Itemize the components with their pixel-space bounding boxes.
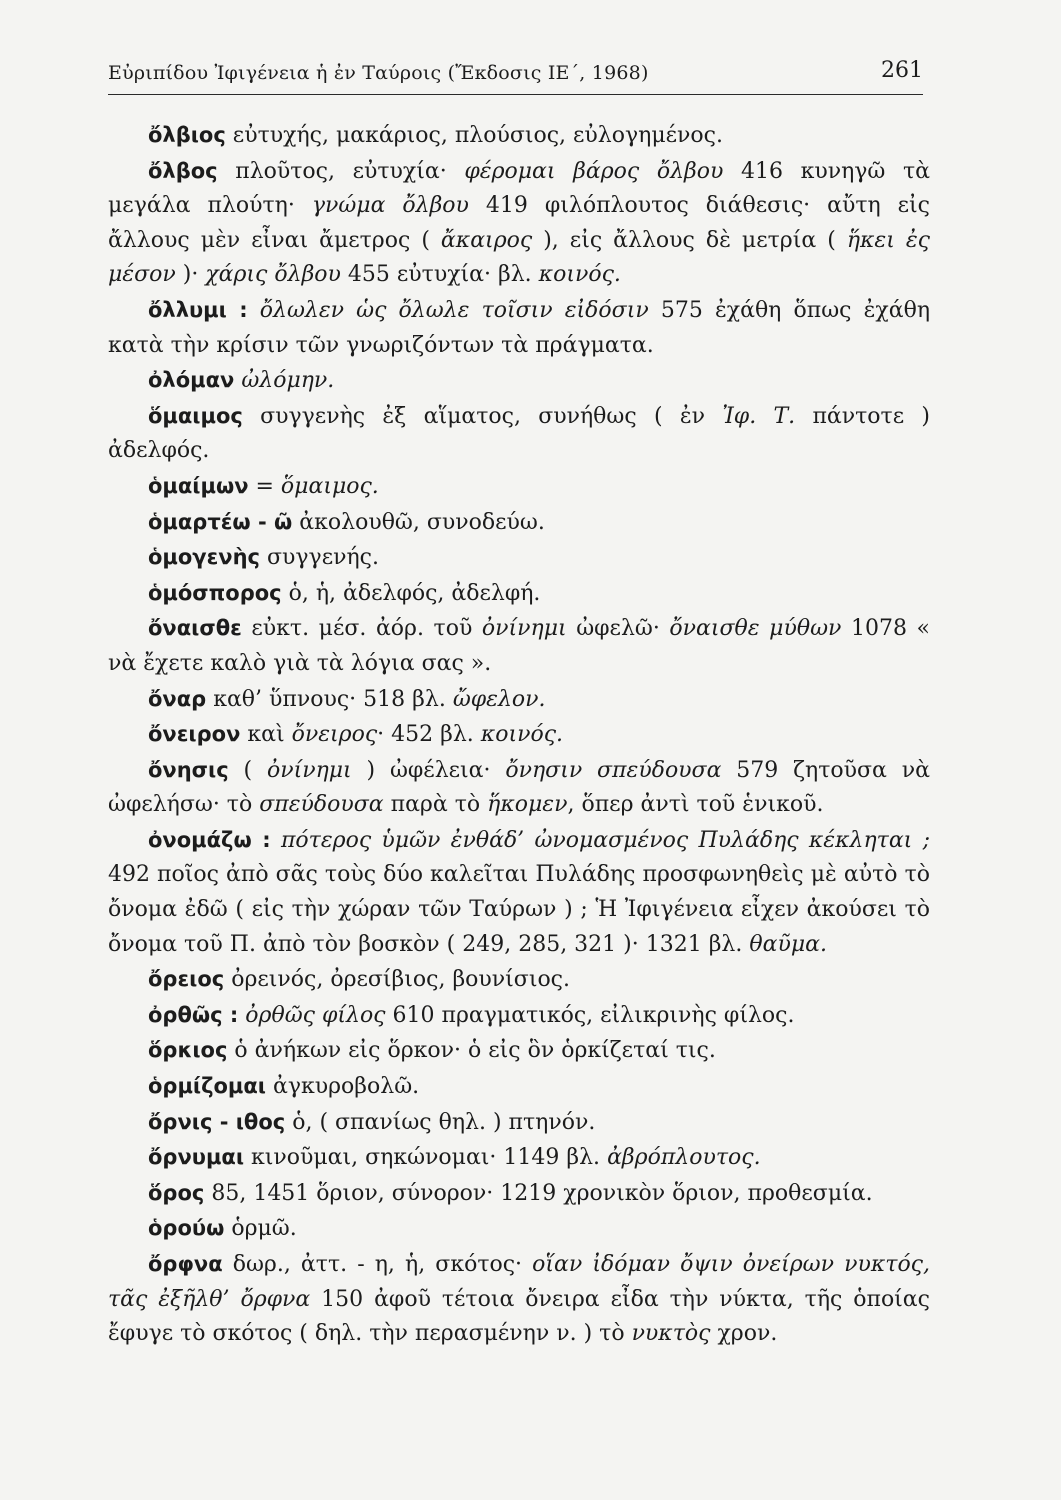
entry-headword: ὄλβιος	[148, 123, 226, 147]
entry-quotation: κοινός.	[538, 262, 621, 288]
entry-headword: ὁρούω	[148, 1216, 225, 1241]
entry-definition: 455 εὐτυχία· βλ.	[340, 262, 539, 288]
entry-definition: 85, 1451 ὅριον, σύνορον· 1219 χρονικὸν ὅριον, προθεσμία.	[204, 1180, 873, 1206]
running-header	[108, 58, 923, 95]
entry-headword: ὄνησις	[148, 757, 229, 782]
dictionary-entry	[108, 505, 930, 541]
dictionary-entry	[108, 576, 930, 612]
entry-quotation: πότερος ὑμῶν ἐνθάδ’ ὠνομασμένος Πυλάδης κέκληται ;	[270, 827, 930, 853]
entry-quotation: φέρομαι βάρος ὄλβου	[464, 158, 724, 184]
dictionary-entry	[108, 293, 930, 363]
entry-headword: ὄρνυμαι	[148, 1145, 245, 1170]
dictionary-entry	[108, 154, 930, 293]
entry-quotation: ὅμαιμος.	[280, 473, 379, 499]
entry-definition: ) ὠφέλεια·	[351, 757, 506, 783]
dictionary-entry	[108, 1140, 930, 1176]
running-title: Εὐριπίδου Ἰφιγένεια ἡ ἐν Ταύροις (Ἔκδοσις ΙΕ΄, 1968)	[108, 62, 649, 84]
entry-quotation: γνώμα ὄλβου	[311, 193, 469, 219]
dictionary-entry	[108, 962, 930, 998]
entry-headword: ὀνομάζω :	[148, 827, 271, 852]
entry-definition: ἀκολουθῶ, συνοδεύω.	[292, 509, 545, 535]
entry-quotation: ὀρθῶς φίλος	[238, 1002, 386, 1028]
entry-headword: ὁμογενὴς	[148, 545, 261, 570]
dictionary-entry	[108, 1176, 930, 1212]
dictionary-entry	[108, 753, 930, 823]
entry-definition: χρον.	[710, 1321, 778, 1347]
entry-definition: ὁ, ἡ, ἀδελφός, ἀδελφή.	[281, 580, 541, 606]
entry-headword: ὀλόμαν	[148, 368, 235, 393]
entry-headword: ὄλβος	[148, 158, 218, 183]
entry-definition: ὀρεινός, ὀρεσίβιος, βουνίσιος.	[224, 967, 570, 993]
entry-definition: 416 κυνηγῶ τὰ μεγάλα πλούτη·	[108, 158, 931, 219]
entry-headword: ὄρνις - ιθος	[148, 1109, 286, 1134]
entry-quotation: ὄναισθε μύθων	[669, 616, 842, 642]
entry-definition: πλοῦτος, εὐτυχία·	[217, 158, 465, 184]
entry-definition: δωρ., ἀττ. - η, ἡ, σκότος·	[222, 1252, 533, 1277]
entry-quotation: ἥκομεν	[487, 792, 568, 818]
entry-definition: ), εἰς ἄλλους δὲ μετρία (	[532, 227, 847, 253]
entry-definition: 150 ἀφοῦ τέτοια ὄνειρα εἶδα τὴν νύκτα, τῆς ὁποίας ἔφυγε τὸ σκότος ( δηλ. τὴν περασμένην ν. ) τὸ	[108, 1286, 930, 1347]
entry-definition: συγγενής.	[260, 545, 379, 571]
entry-quotation: ὀνίνημι	[481, 616, 567, 642]
entry-quotation: ὄνησιν σπεύδουσα	[505, 757, 722, 783]
entry-headword: ὁρμίζομαι	[148, 1074, 266, 1099]
entry-definition: , ὅπερ ἀντὶ τοῦ ἑνικοῦ.	[567, 792, 824, 818]
entry-quotation: οἵαν ἰδόμαν ὄψιν ὀνείρων νυκτός, τᾶς ἐξῆλθ’ ὄρφνα	[108, 1252, 931, 1312]
entry-quotation: θαῦμα.	[749, 931, 827, 957]
entry-definition: καθ’ ὕπνους· 518 βλ.	[206, 686, 453, 712]
entry-quotation: ἥκει ἐς μέσον	[108, 227, 930, 288]
entry-definition: (	[228, 757, 267, 783]
entry-definition: 1078 « νὰ ἔχετε καλὸ γιὰ τὰ λόγια σας ».	[108, 616, 930, 676]
entry-definition: παρὰ τὸ	[383, 792, 488, 818]
entry-headword: ὁμόσπορος	[148, 580, 282, 605]
entry-quotation: ἀβρόπλουτος.	[607, 1145, 761, 1171]
entry-definition: συγγενὴς ἐξ αἵματος, συνήθως ( ἐν	[242, 403, 723, 429]
entry-definition: 575 ἐχάθη ὅπως ἐχάθη κατὰ τὴν κρίσιν τῶν γνωριζόντων τὰ πράγματα.	[108, 297, 931, 358]
entry-headword: ὅρος	[148, 1180, 205, 1205]
entry-quotation: ὤφελον.	[452, 686, 546, 712]
entry-definition: 579 ζητοῦσα νὰ ὠφελήσω· τὸ	[108, 757, 930, 818]
dictionary-entry	[108, 363, 930, 399]
entry-definition: ὁρμῶ.	[224, 1216, 297, 1242]
entry-definition: 610 πραγματικός, εἰλικρινὴς φίλος.	[385, 1002, 795, 1028]
entry-headword: ὀρθῶς :	[148, 1002, 239, 1027]
entry-definition: 419 φιλόπλουτος διάθεσις· αὔτη εἰς ἄλλους μὲν εἶναι ἄμετρος (	[108, 193, 930, 253]
page-number: 261	[881, 58, 923, 83]
entry-headword: ὅμαιμος	[148, 403, 243, 428]
entry-quotation: ὄλωλεν ὡς ὄλωλε τοῖσιν εἰδόσιν	[247, 297, 649, 323]
entry-definition: εὐκτ. μέσ. ἀόρ. τοῦ	[241, 616, 482, 642]
entry-headword: ὄρφνα	[148, 1252, 223, 1276]
entry-definition: κινοῦμαι, σηκώνομαι· 1149 βλ.	[244, 1145, 608, 1171]
entry-quotation: ἄκαιρος	[440, 227, 533, 253]
dictionary-entry	[108, 118, 930, 154]
dictionary-entry	[108, 469, 930, 505]
entry-definition: · 452 βλ.	[377, 722, 481, 748]
entry-quotation: ὀνίνημι	[266, 757, 352, 783]
dictionary-entry	[108, 1211, 930, 1247]
dictionary-entry	[108, 1105, 930, 1141]
entry-quotation: ὄνειρος	[291, 722, 378, 748]
entry-headword: ὄρειος	[148, 967, 225, 992]
entry-definition: εὐτυχής, μακάριος, πλούσιος, εὐλογημένος.	[225, 123, 723, 148]
entry-quotation: ὠλόμην.	[234, 368, 335, 394]
entry-definition: ἀγκυροβολῶ.	[266, 1074, 420, 1100]
entry-headword: ὄνειρον	[148, 722, 241, 747]
entry-quotation: σπεύδουσα	[259, 792, 384, 818]
dictionary-entry	[108, 540, 930, 576]
entry-quotation: νυκτὸς	[631, 1321, 711, 1347]
dictionary-entries	[108, 118, 930, 1352]
entry-headword: ὁμαρτέω - ῶ	[148, 509, 293, 534]
entry-definition: ὁ, ( σπανίως θηλ. ) πτηνόν.	[285, 1109, 596, 1135]
dictionary-entry	[108, 823, 930, 962]
entry-definition: )·	[175, 262, 206, 288]
dictionary-entry	[108, 998, 930, 1034]
entry-quotation: Ἰφ. Τ.	[722, 403, 796, 429]
entry-quotation: χάρις ὄλβου	[205, 262, 341, 288]
entry-definition: καὶ	[240, 722, 292, 748]
entry-definition: 492 ποῖος ἀπὸ σᾶς τοὺς δύο καλεῖται Πυλάδης προσφωνηθεὶς μὲ αὐτὸ τὸ ὄνομα ἐδῶ ( εἰς τὴν χώραν τῶν Ταύρων ) ; Ἡ Ἰφιγένεια εἶχεν ἀκούσει τὸ ὄνομα τοῦ Π. ἀπὸ τὸν βοσκὸν ( 249, 285, 321 )· 1321 βλ.	[108, 862, 930, 957]
entry-headword: ὅρκιος	[148, 1038, 228, 1063]
dictionary-entry	[108, 717, 930, 753]
entry-definition: ὁ ἀνήκων εἰς ὅρκον· ὁ εἰς ὃν ὁρκίζεταί τις.	[227, 1038, 716, 1064]
dictionary-entry	[108, 1247, 930, 1352]
entry-headword: ὁμαίμων	[148, 473, 249, 498]
entry-definition: =	[248, 473, 281, 499]
entry-headword: ὄναισθε	[148, 616, 242, 641]
entry-headword: ὄναρ	[148, 686, 207, 711]
dictionary-entry	[108, 399, 930, 469]
entry-definition: πάντοτε ) ἀδελφός.	[108, 403, 930, 464]
entry-quotation: κοινός.	[480, 722, 564, 748]
dictionary-entry	[108, 1033, 930, 1069]
entry-definition: ὠφελῶ·	[566, 616, 670, 642]
dictionary-entry	[108, 611, 930, 681]
dictionary-entry	[108, 682, 930, 718]
entry-headword: ὄλλυμι :	[148, 297, 248, 322]
dictionary-entry	[108, 1069, 930, 1105]
